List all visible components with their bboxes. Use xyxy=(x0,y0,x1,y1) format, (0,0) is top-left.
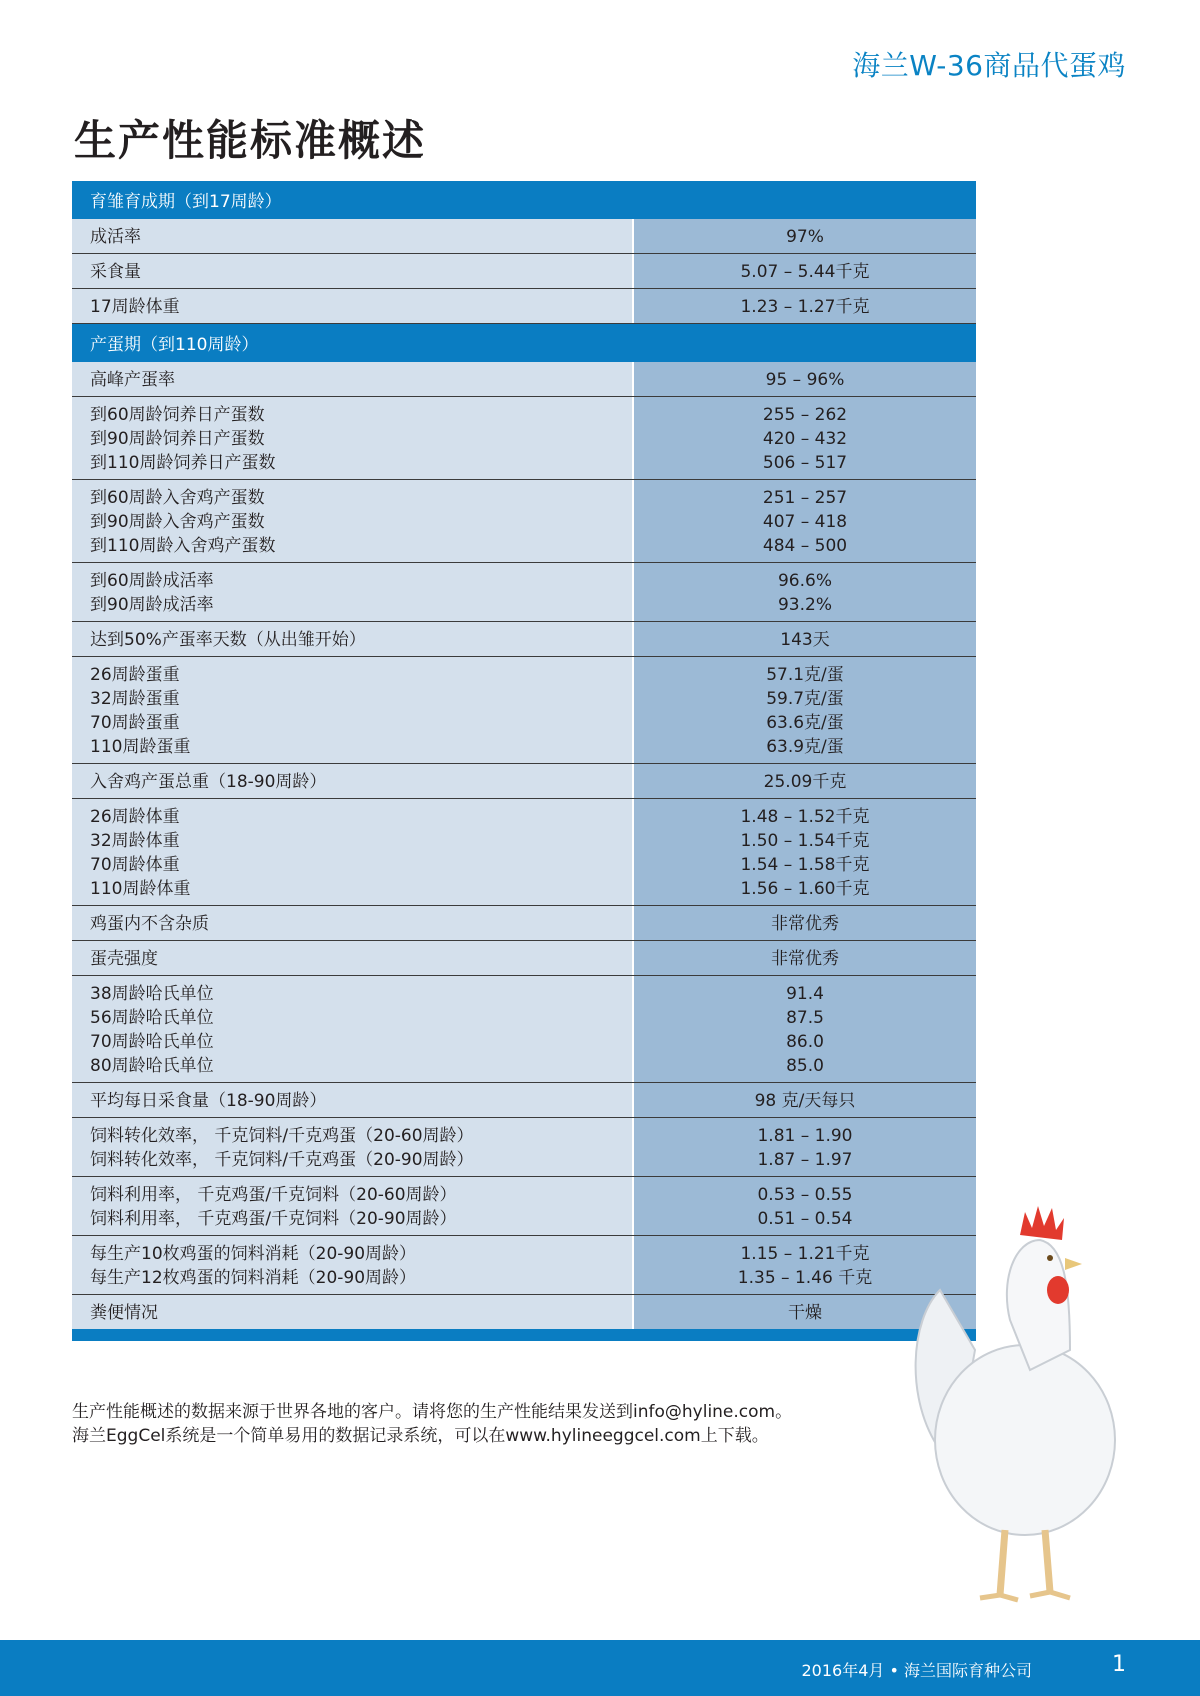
table-row xyxy=(72,397,976,480)
row-label: 蛋壳强度 xyxy=(90,949,158,969)
row-value: 1.87 – 1.97 xyxy=(757,1150,853,1170)
row-value: 87.5 xyxy=(786,1008,824,1028)
page-title: 生产性能标准概述 xyxy=(74,116,427,165)
row-value: 85.0 xyxy=(786,1056,824,1076)
row-label-cell xyxy=(72,362,634,396)
table-row xyxy=(72,1295,976,1329)
table-row xyxy=(72,1177,976,1236)
row-value: 97% xyxy=(786,227,824,247)
row-value-cell xyxy=(634,657,976,763)
row-label: 70周龄哈氏单位 xyxy=(90,1032,214,1052)
table-row xyxy=(72,219,976,254)
row-value: 1.48 – 1.52千克 xyxy=(740,807,870,827)
footer-text: 2016年4月 • 海兰国际育种公司 xyxy=(801,1661,1032,1680)
row-value: 5.07 – 5.44千克 xyxy=(740,262,870,282)
row-label-cell xyxy=(72,1118,634,1176)
row-value: 143天 xyxy=(780,630,830,650)
row-label-cell xyxy=(72,764,634,798)
row-label-cell xyxy=(72,480,634,562)
row-label: 每生产12枚鸡蛋的饲料消耗（20-90周龄） xyxy=(90,1268,417,1288)
row-value-cell xyxy=(634,799,976,905)
row-label: 26周龄体重 xyxy=(90,807,180,827)
row-value: 0.51 – 0.54 xyxy=(757,1209,853,1229)
table-row xyxy=(72,362,976,397)
row-label: 32周龄体重 xyxy=(90,831,180,851)
row-label: 110周龄体重 xyxy=(90,879,191,899)
row-value: 1.54 – 1.58千克 xyxy=(740,855,870,875)
row-value: 407 – 418 xyxy=(762,512,848,532)
row-label: 32周龄蛋重 xyxy=(90,689,180,709)
row-value: 95 – 96% xyxy=(765,370,845,390)
row-value: 91.4 xyxy=(786,984,824,1004)
row-value: 0.53 – 0.55 xyxy=(757,1185,853,1205)
row-label-cell xyxy=(72,563,634,621)
row-value-cell xyxy=(634,480,976,562)
row-label: 到110周龄入舍鸡产蛋数 xyxy=(90,536,276,556)
row-label-cell xyxy=(72,622,634,656)
row-label: 到90周龄饲养日产蛋数 xyxy=(90,429,265,449)
table-row xyxy=(72,254,976,289)
laying-rows xyxy=(72,362,976,1329)
row-label: 56周龄哈氏单位 xyxy=(90,1008,214,1028)
row-value-cell xyxy=(634,219,976,253)
row-value: 干燥 xyxy=(788,1303,822,1323)
row-label-cell xyxy=(72,1177,634,1235)
table-row xyxy=(72,941,976,976)
row-label: 70周龄体重 xyxy=(90,855,180,875)
row-label-cell xyxy=(72,1236,634,1294)
row-value: 1.50 – 1.54千克 xyxy=(740,831,870,851)
row-label-cell xyxy=(72,799,634,905)
row-value: 506 – 517 xyxy=(762,453,848,473)
row-value: 非常优秀 xyxy=(771,949,839,969)
row-value: 98 克/天每只 xyxy=(754,1091,856,1111)
row-value: 1.15 – 1.21千克 xyxy=(740,1244,870,1264)
row-value: 59.7克/蛋 xyxy=(766,689,844,709)
row-value-cell xyxy=(634,254,976,288)
row-label: 17周龄体重 xyxy=(90,297,180,317)
table-row xyxy=(72,563,976,622)
table-row xyxy=(72,1236,976,1295)
row-value-cell xyxy=(634,289,976,323)
row-label: 每生产10枚鸡蛋的饲料消耗（20-90周龄） xyxy=(90,1244,417,1264)
table-row xyxy=(72,480,976,563)
row-value-cell xyxy=(634,941,976,975)
table-row xyxy=(72,764,976,799)
row-label: 鸡蛋内不含杂质 xyxy=(90,914,209,934)
row-label: 达到50%产蛋率天数（从出雏开始） xyxy=(90,630,366,650)
row-label-cell xyxy=(72,976,634,1082)
row-value-cell xyxy=(634,906,976,940)
row-label-cell xyxy=(72,1083,634,1117)
footer-band xyxy=(0,1640,1200,1696)
laying-section-header: 产蛋期（到110周龄） xyxy=(72,324,976,362)
page-number: 1 xyxy=(1112,1652,1126,1677)
row-label: 成活率 xyxy=(90,227,141,247)
row-value: 86.0 xyxy=(786,1032,824,1052)
row-value-cell xyxy=(634,1083,976,1117)
row-label: 到60周龄饲养日产蛋数 xyxy=(90,405,265,425)
row-label-cell xyxy=(72,219,634,253)
row-value: 57.1克/蛋 xyxy=(766,665,844,685)
table-row xyxy=(72,657,976,764)
row-label: 饲料转化效率， 千克饲料/千克鸡蛋（20-60周龄） xyxy=(90,1126,474,1146)
row-label: 到110周龄饲养日产蛋数 xyxy=(90,453,276,473)
row-label-cell xyxy=(72,254,634,288)
row-value-cell xyxy=(634,1118,976,1176)
row-label: 到60周龄入舍鸡产蛋数 xyxy=(90,488,265,508)
row-label: 粪便情况 xyxy=(90,1303,158,1323)
table-row xyxy=(72,1083,976,1118)
row-value: 25.09千克 xyxy=(763,772,847,792)
row-value-cell xyxy=(634,397,976,479)
table-row xyxy=(72,976,976,1083)
row-value: 1.35 – 1.46 千克 xyxy=(737,1268,873,1288)
rearing-section-header: 育雏育成期（到17周龄） xyxy=(72,181,976,219)
row-label-cell xyxy=(72,397,634,479)
footnote-line-1: 生产性能概述的数据来源于世界各地的客户。请将您的生产性能结果发送到info@hyline.com。 xyxy=(72,1402,793,1422)
row-label: 采食量 xyxy=(90,262,141,282)
footnote xyxy=(72,1400,792,1448)
row-value: 63.6克/蛋 xyxy=(766,713,844,733)
row-value-cell xyxy=(634,976,976,1082)
table-row xyxy=(72,799,976,906)
brand-title: 海兰W-36商品代蛋鸡 xyxy=(852,49,1126,82)
rearing-rows xyxy=(72,219,976,324)
row-label: 入舍鸡产蛋总重（18-90周龄） xyxy=(90,772,327,792)
table-row xyxy=(72,906,976,941)
row-label: 26周龄蛋重 xyxy=(90,665,180,685)
row-label-cell xyxy=(72,941,634,975)
row-label: 110周龄蛋重 xyxy=(90,737,191,757)
row-value: 255 – 262 xyxy=(762,405,848,425)
row-label: 饲料转化效率， 千克饲料/千克鸡蛋（20-90周龄） xyxy=(90,1150,474,1170)
row-label: 平均每日采食量（18-90周龄） xyxy=(90,1091,327,1111)
row-label: 到90周龄成活率 xyxy=(90,595,214,615)
row-value-cell xyxy=(634,563,976,621)
row-label: 饲料利用率， 千克鸡蛋/千克饲料（20-60周龄） xyxy=(90,1185,457,1205)
table-row xyxy=(72,289,976,324)
row-value: 1.23 – 1.27千克 xyxy=(740,297,870,317)
table-row xyxy=(72,622,976,657)
row-value: 93.2% xyxy=(777,595,832,615)
row-value-cell xyxy=(634,764,976,798)
row-label-cell xyxy=(72,657,634,763)
row-value: 251 – 257 xyxy=(762,488,848,508)
table-row xyxy=(72,1118,976,1177)
row-label: 到90周龄入舍鸡产蛋数 xyxy=(90,512,265,532)
row-label-cell xyxy=(72,1295,634,1329)
row-value: 63.9克/蛋 xyxy=(766,737,844,757)
row-value: 484 – 500 xyxy=(762,536,848,556)
row-value-cell xyxy=(634,622,976,656)
table-bottom-bar xyxy=(72,1329,976,1341)
row-value-cell xyxy=(634,362,976,396)
footnote-line-2: 海兰EggCel系统是一个简单易用的数据记录系统，可以在www.hylineeggcel.com上下载。 xyxy=(72,1426,769,1446)
row-label-cell xyxy=(72,906,634,940)
row-value: 420 – 432 xyxy=(762,429,848,449)
row-value: 1.56 – 1.60千克 xyxy=(740,879,870,899)
row-label: 到60周龄成活率 xyxy=(90,571,214,591)
row-label: 饲料利用率， 千克鸡蛋/千克饲料（20-90周龄） xyxy=(90,1209,457,1229)
row-value: 96.6% xyxy=(777,571,832,591)
row-label: 高峰产蛋率 xyxy=(90,370,175,390)
row-label: 70周龄蛋重 xyxy=(90,713,180,733)
row-label-cell xyxy=(72,289,634,323)
row-label: 38周龄哈氏单位 xyxy=(90,984,214,1004)
white-rooster-image xyxy=(900,1200,1130,1620)
row-value: 非常优秀 xyxy=(771,914,839,934)
performance-table xyxy=(72,181,976,1341)
row-label: 80周龄哈氏单位 xyxy=(90,1056,214,1076)
row-value: 1.81 – 1.90 xyxy=(757,1126,853,1146)
